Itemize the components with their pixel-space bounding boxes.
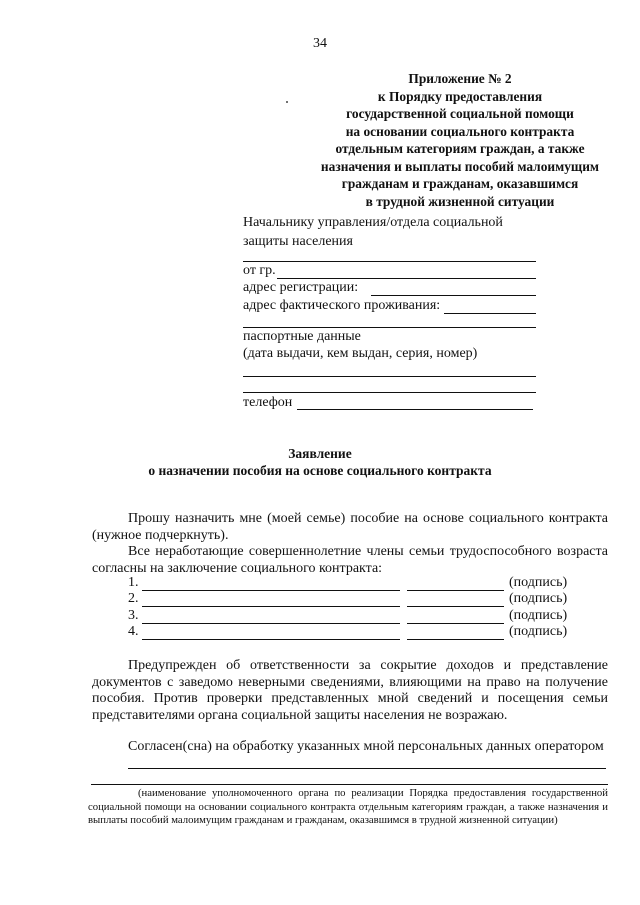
member-number: 1.: [128, 575, 139, 590]
appendix-line: назначения и выплаты пособий малоимущим: [320, 158, 600, 174]
passport-field-continued[interactable]: [243, 392, 536, 393]
signature-label: (подпись): [509, 624, 568, 639]
appendix-line: отдельным категориям граждан, а также: [335, 141, 585, 156]
operator-name-field[interactable]: [128, 768, 606, 769]
addressee-block: [243, 213, 503, 251]
phone-label: телефон: [243, 395, 293, 410]
operator-name-field-continued[interactable]: [91, 784, 608, 785]
personal-data-consent: Согласен(сна) на обработку указанных мной персональных данных оператором: [128, 739, 604, 754]
registration-label: адрес регистрации:: [243, 280, 359, 295]
addressee-blank-line[interactable]: [243, 261, 536, 262]
actual-address-field-continued[interactable]: [243, 327, 536, 328]
member-number: 4.: [128, 624, 139, 639]
appendix-line: на основании социального контракта: [345, 123, 575, 139]
signature-label: (подпись): [509, 591, 568, 606]
member-name-field[interactable]: [142, 623, 400, 624]
appendix-heading: Приложение № 2: [408, 71, 512, 86]
member-signature-field[interactable]: [407, 590, 504, 591]
request-paragraph: Прошу назначить мне (моей семье) пособие на основе социального контракта (нужное подчеркнуть).: [92, 511, 608, 543]
statement-title: Заявление: [288, 446, 352, 461]
statement-title-block: [0, 445, 640, 479]
liability-warning-paragraph: Предупрежден об ответственности за сокрытие доходов и представление документов с заведомо неверными сведениями, влияющими на право на получение пособия. Против проверки представленных мной сведений и посещения семьи представителями органа социальной защиты населения не возражаю.: [92, 658, 608, 723]
member-name-field[interactable]: [142, 590, 400, 591]
appendix-line: гражданам и гражданам, оказавшимся: [341, 176, 579, 191]
signature-label: (подпись): [509, 608, 568, 623]
member-name-field[interactable]: [142, 639, 400, 640]
member-signature-field[interactable]: [407, 606, 504, 607]
member-signature-field[interactable]: [407, 639, 504, 640]
member-signature-field[interactable]: [407, 623, 504, 624]
appendix-line: к Порядку предоставления: [377, 88, 543, 104]
signature-label: (подпись): [509, 575, 568, 590]
passport-label: паспортные данные: [243, 329, 361, 344]
actual-address-label: адрес фактического проживания:: [243, 298, 441, 313]
member-name-field[interactable]: [142, 606, 400, 607]
addressee-line: Начальнику управления/отдела социальной: [243, 215, 503, 230]
addressee-line: защиты населения: [243, 234, 353, 249]
appendix-header: [300, 70, 620, 210]
appendix-line: государственной социальной помощи: [346, 106, 574, 121]
registration-field[interactable]: [371, 295, 536, 296]
from-field[interactable]: [277, 278, 536, 279]
operator-footnote: (наименование уполномоченного органа по реализации Порядка предоставления государственной социальной помощи на основании социального контракта отдельным категориям граждан, а также назначения и выплаты пособий малоимущим гражданам и гражданам, оказавшимся в трудной жизненной ситуации): [88, 787, 608, 827]
from-label: от гр.: [243, 263, 276, 278]
member-number: 2.: [128, 591, 139, 606]
actual-address-field[interactable]: [444, 313, 536, 314]
page-number: 34: [313, 36, 327, 51]
phone-field[interactable]: [297, 409, 533, 410]
appendix-line: в трудной жизненной ситуации: [365, 193, 555, 209]
members-consent-paragraph: Все неработающие совершеннолетние члены семьи трудоспособного возраста согласны на заключение социального контракта:: [92, 544, 608, 576]
statement-subtitle: о назначении пособия на основе социального контракта: [148, 463, 492, 478]
member-number: 3.: [128, 608, 139, 623]
speck-mark: [286, 101, 288, 103]
passport-field[interactable]: [243, 376, 536, 377]
passport-hint: (дата выдачи, кем выдан, серия, номер): [243, 346, 478, 361]
